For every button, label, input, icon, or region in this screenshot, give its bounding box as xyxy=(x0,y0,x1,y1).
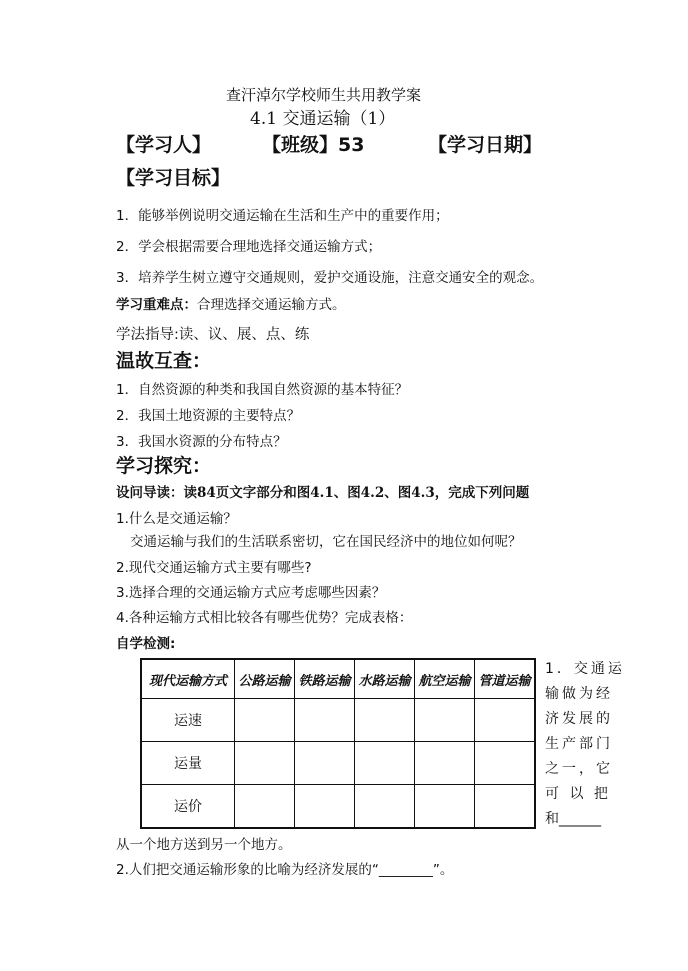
row-label: 运价 xyxy=(141,785,235,829)
transport-comparison-table xyxy=(140,658,536,829)
table-cell[interactable] xyxy=(415,785,475,829)
table-header-cell: 航空运输 xyxy=(415,659,475,699)
side-text-line: 之一，它 xyxy=(545,761,613,777)
row-label: 运速 xyxy=(141,699,235,742)
objective-item: 3．培养学生树立遵守交通规则，爱护交通设施，注意交通安全的观念。 xyxy=(116,270,544,286)
review-item: 1．自然资源的种类和我国自然资源的基本特征？ xyxy=(116,382,409,398)
class-label: 【班级】53 xyxy=(262,134,365,156)
table-header-cell: 管道运输 xyxy=(475,659,536,699)
table-cell[interactable] xyxy=(235,742,295,785)
side-text-line: 和______ xyxy=(545,811,601,827)
side-text-line: 生产部门 xyxy=(545,736,613,752)
self-check-heading: 自学检测: xyxy=(116,636,176,652)
review-heading: 温故互查： xyxy=(116,350,212,372)
guide-text: 设问导读：读84页文字部分和图4.1、图4.2、图4.3，完成下列问题 xyxy=(116,485,530,501)
explore-item: 4.各种运输方式相比较各有哪些优势？完成表格： xyxy=(116,610,413,626)
objective-item: 2．学会根据需要合理地选择交通运输方式； xyxy=(116,239,382,255)
explore-item: 3.选择合理的交通运输方式应考虑哪些因素？ xyxy=(116,585,386,601)
table-header-cell: 公路运输 xyxy=(235,659,295,699)
lesson-title: 4.1 交通运输（1） xyxy=(250,109,396,129)
explore-item: 2.现代交通运输方式主要有哪些? xyxy=(116,560,312,576)
continuation-text: 从一个地方送到另一个地方。 xyxy=(116,837,292,853)
table-cell[interactable] xyxy=(235,785,295,829)
objective-item: 1．能够举例说明交通运输在生活和生产中的重要作用； xyxy=(116,208,449,224)
review-item: 2．我国土地资源的主要特点？ xyxy=(116,408,301,424)
table-cell[interactable] xyxy=(355,785,415,829)
table-cell[interactable] xyxy=(475,699,536,742)
table-header-cell: 现代运输方式 xyxy=(141,659,235,699)
learner-label: 【学习人】 xyxy=(116,134,212,156)
explore-heading: 学习探究： xyxy=(116,455,212,477)
key-points-text: 合理选择交通运输方式。 xyxy=(197,297,346,313)
table-cell[interactable] xyxy=(295,785,355,829)
explore-item: 交通运输与我们的生活联系密切，它在国民经济中的地位如何呢？ xyxy=(130,534,522,550)
table-row xyxy=(141,785,535,829)
key-points xyxy=(116,293,346,313)
objectives-heading: 【学习目标】 xyxy=(116,167,231,189)
side-text-line: 可 以 把 xyxy=(545,786,611,802)
side-text-line: 1．交通运 xyxy=(545,661,625,677)
table-cell[interactable] xyxy=(415,699,475,742)
table-row xyxy=(141,742,535,785)
review-item: 3．我国水资源的分布特点？ xyxy=(116,434,287,450)
row-label: 运量 xyxy=(141,742,235,785)
school-title: 查汗淖尔学校师生共用教学案 xyxy=(226,86,422,104)
key-points-label: 学习重难点： xyxy=(116,297,197,313)
table-cell[interactable] xyxy=(475,742,536,785)
table-cell[interactable] xyxy=(235,699,295,742)
table-cell[interactable] xyxy=(355,699,415,742)
question-2: 2.人们把交通运输形象的比喻为经济发展的“________”。 xyxy=(116,862,454,878)
table-cell[interactable] xyxy=(295,742,355,785)
table-cell[interactable] xyxy=(475,785,536,829)
table-cell[interactable] xyxy=(355,742,415,785)
table-header-row xyxy=(141,659,535,699)
table-cell[interactable] xyxy=(295,699,355,742)
explore-item: 1.什么是交通运输？ xyxy=(116,511,237,527)
side-text-line: 输做为经 xyxy=(545,686,613,702)
study-method: 学法指导:读、议、展、点、练 xyxy=(116,327,310,343)
table-row xyxy=(141,699,535,742)
side-text-line: 济发展的 xyxy=(545,711,613,727)
table-header-cell: 铁路运输 xyxy=(295,659,355,699)
table-cell[interactable] xyxy=(415,742,475,785)
date-label: 【学习日期】 xyxy=(428,134,543,156)
table-header-cell: 水路运输 xyxy=(355,659,415,699)
